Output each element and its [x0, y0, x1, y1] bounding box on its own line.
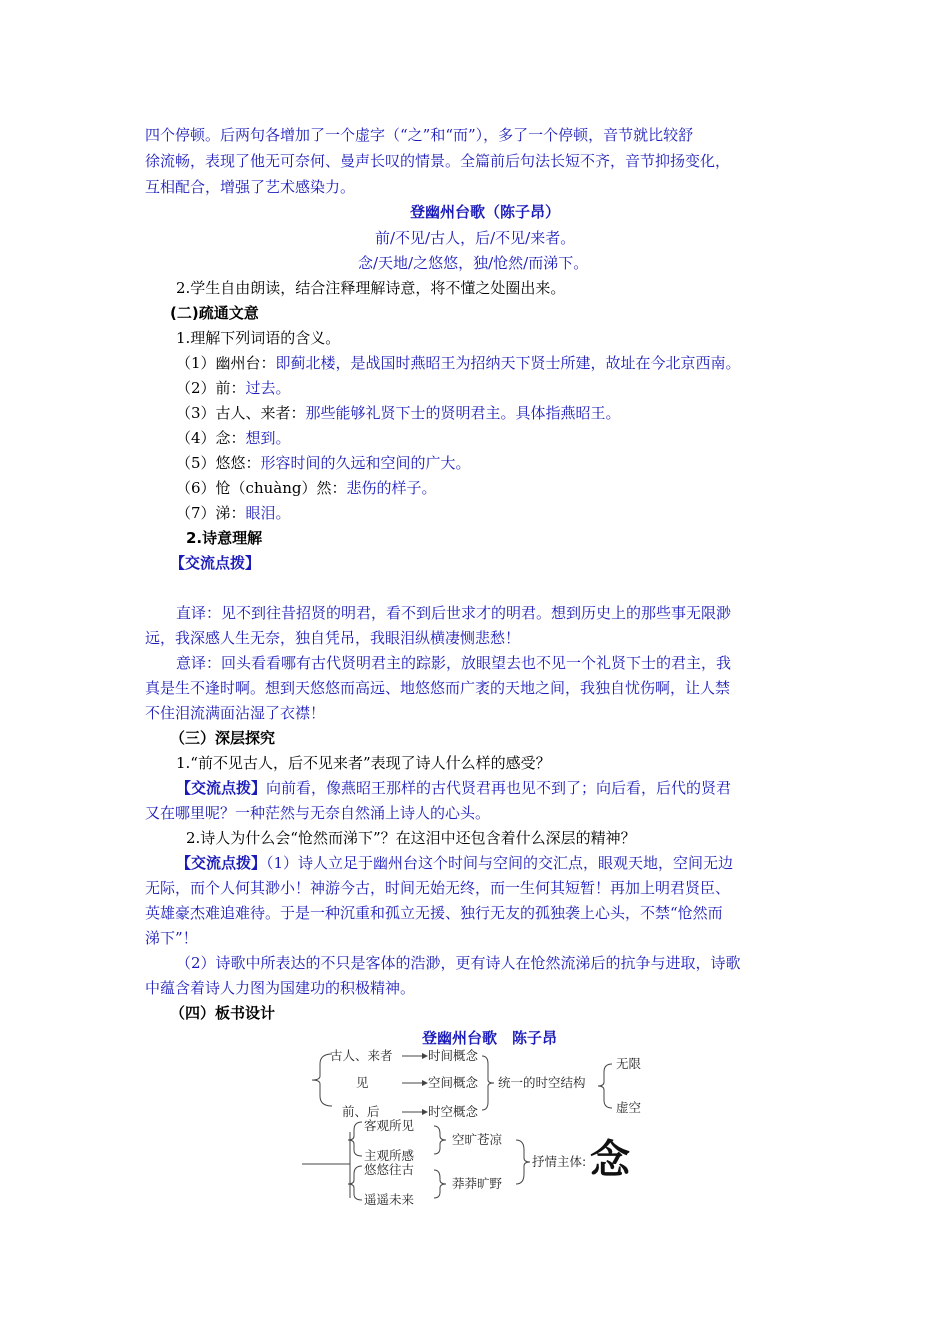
answer-2-line-3: 英雄豪杰难追难待。于是一种沉重和孤立无援、独行无友的孤独袭上心头，不禁“怆然而: [145, 904, 723, 922]
vocab-item: [176, 353, 741, 373]
answer-2-line-6: 中蕴含着诗人力图为国建功的积极精神。: [145, 979, 416, 997]
vocab-item: [176, 403, 621, 423]
question-1: 1.“前不见古人，后不见来者”表现了诗人什么样的感受？: [176, 754, 551, 772]
board-title: 登幽州台歌 陈子昂: [422, 1029, 558, 1047]
reading-task: 2.学生自由朗读，结合注释理解诗意，将不懂之处圈出来。: [176, 279, 566, 297]
vocab-meaning: 眼泪。: [245, 504, 291, 522]
vocab-intro: 1.理解下列词语的含义。: [176, 329, 341, 347]
literal-line-2: 远，我深感人生无奈，独自凭吊，我眼泪纵横凄恻悲愁！: [145, 629, 521, 647]
vocab-meaning: 想到。: [245, 429, 291, 447]
vocab-term: （3）古人、来者：: [176, 404, 306, 422]
diagram-unified: 统一的时空结构: [498, 1075, 586, 1090]
diagram-r3-concept: 时空概念: [428, 1104, 479, 1119]
answer-1-line-1: [176, 778, 731, 798]
intro-line-3: 互相配合，增强了艺术感染力。: [145, 178, 356, 196]
diagram-yaoyao: 遥遥未来: [364, 1192, 415, 1207]
diagram-obj-seen: 客观所见: [364, 1118, 415, 1133]
diagram-mangmang: 莽莽旷野: [452, 1176, 503, 1191]
diagram-r2: 见: [356, 1075, 369, 1090]
answer-2-line-5: （2）诗歌中所表达的不只是客体的浩渺，更有诗人在怆然流涕后的抗争与进取，诗歌: [176, 954, 741, 972]
answer-1-line-2: 又在哪里呢？一种茫然与无奈自然涌上诗人的心头。: [145, 804, 491, 822]
free-line-3: 不住泪流满面沾湿了衣襟！: [145, 704, 326, 722]
vocab-item: [176, 503, 291, 523]
diagram-r1-concept: 时间概念: [428, 1048, 479, 1063]
intro-line-2: 徐流畅，表现了他无可奈何、曼声长叹的情景。全篇前后句法长短不齐，音节抑扬变化，: [145, 152, 731, 170]
poem-line-2: 念/天地/之悠悠，独/怆然/而涕下。: [358, 254, 589, 272]
tip-label: 【交流点拨】: [170, 554, 261, 572]
section2-subheading: 2.诗意理解: [186, 529, 263, 547]
section3-heading: （三）深层探究: [170, 729, 276, 747]
answer-2-line-1: [176, 853, 733, 873]
free-line-1: 意译：回头看看哪有古代贤明君主的踪影，放眼望去也不见一个礼贤下士的君主，我: [176, 654, 732, 672]
diagram-subj-felt: 主观所感: [364, 1148, 415, 1163]
question-2: 2.诗人为什么会“怆然而涕下”？在这泪中还包含着什么深层的精神？: [186, 829, 636, 847]
vocab-term: （7）涕：: [176, 504, 246, 522]
diagram-void: 虚空: [616, 1100, 642, 1115]
vocab-meaning: 过去。: [245, 379, 291, 397]
blackboard-diagram: [302, 1050, 648, 1240]
vocab-meaning: 悲伤的样子。: [346, 479, 437, 497]
vocab-item: [176, 378, 291, 398]
vocab-meaning: 形容时间的久远和空间的广大。: [260, 454, 471, 472]
tip-label: 【交流点拨】: [176, 779, 267, 797]
diagram-r3: 前、后: [342, 1104, 380, 1119]
answer-2-line-2: 无际，而个人何其渺小！神游今古，时间无始无终，而一生何其短暂！再加上明君贤臣、: [145, 879, 731, 897]
answer-text: 向前看，像燕昭王那样的古代贤君再也见不到了；向后看，后代的贤君: [266, 779, 732, 797]
diagram-r2-concept: 空间概念: [428, 1075, 479, 1090]
vocab-term: （4）念：: [176, 429, 246, 447]
answer-2-line-4: 涕下”！: [145, 929, 198, 947]
vocab-item: [176, 428, 291, 448]
answer-text: （1）诗人立足于幽州台这个时间与空间的交汇点，眼观天地，空间无边: [266, 854, 734, 872]
poem-title: 登幽州台歌（陈子昂）: [410, 203, 561, 221]
intro-line-1: 四个停顿。后两句各增加了一个虚字（“之”和“而”），多了一个停顿，音节就比较舒: [145, 126, 694, 144]
section2-heading: (二)疏通文意: [170, 304, 259, 322]
vocab-term: （6）怆（chuàng）然：: [176, 479, 347, 497]
diagram-lyric: 抒情主体:: [532, 1154, 587, 1169]
diagram-kongkuang: 空旷苍凉: [452, 1132, 503, 1147]
vocab-item: [176, 453, 471, 473]
vocab-term: （5）悠悠：: [176, 454, 261, 472]
diagram-youyou: 悠悠往古: [364, 1162, 415, 1177]
vocab-term: （2）前：: [176, 379, 246, 397]
diagram-nian: 念: [590, 1136, 630, 1183]
section4-heading: （四）板书设计: [170, 1004, 276, 1022]
vocab-meaning: 那些能够礼贤下士的贤明君主。具体指燕昭王。: [305, 404, 621, 422]
vocab-term: （1）幽州台：: [176, 354, 276, 372]
diagram-infinite: 无限: [616, 1056, 642, 1071]
literal-line-1: 直译：见不到往昔招贤的明君，看不到后世求才的明君。想到历史上的那些事无限渺: [176, 604, 732, 622]
tip-label: 【交流点拨】: [176, 854, 267, 872]
vocab-meaning: 即蓟北楼，是战国时燕昭王为招纳天下贤士所建，故址在今北京西南。: [275, 354, 741, 372]
diagram-r1: 古人、来者: [330, 1048, 393, 1063]
vocab-item: [176, 478, 437, 498]
brace-left-top: [312, 1054, 332, 1106]
poem-line-1: 前/不见/古人，后/不见/来者。: [375, 229, 576, 247]
free-line-2: 真是生不逢时啊。想到天悠悠而高远、地悠悠而广袤的天地之间，我独自忧伤啊，让人禁: [145, 679, 731, 697]
